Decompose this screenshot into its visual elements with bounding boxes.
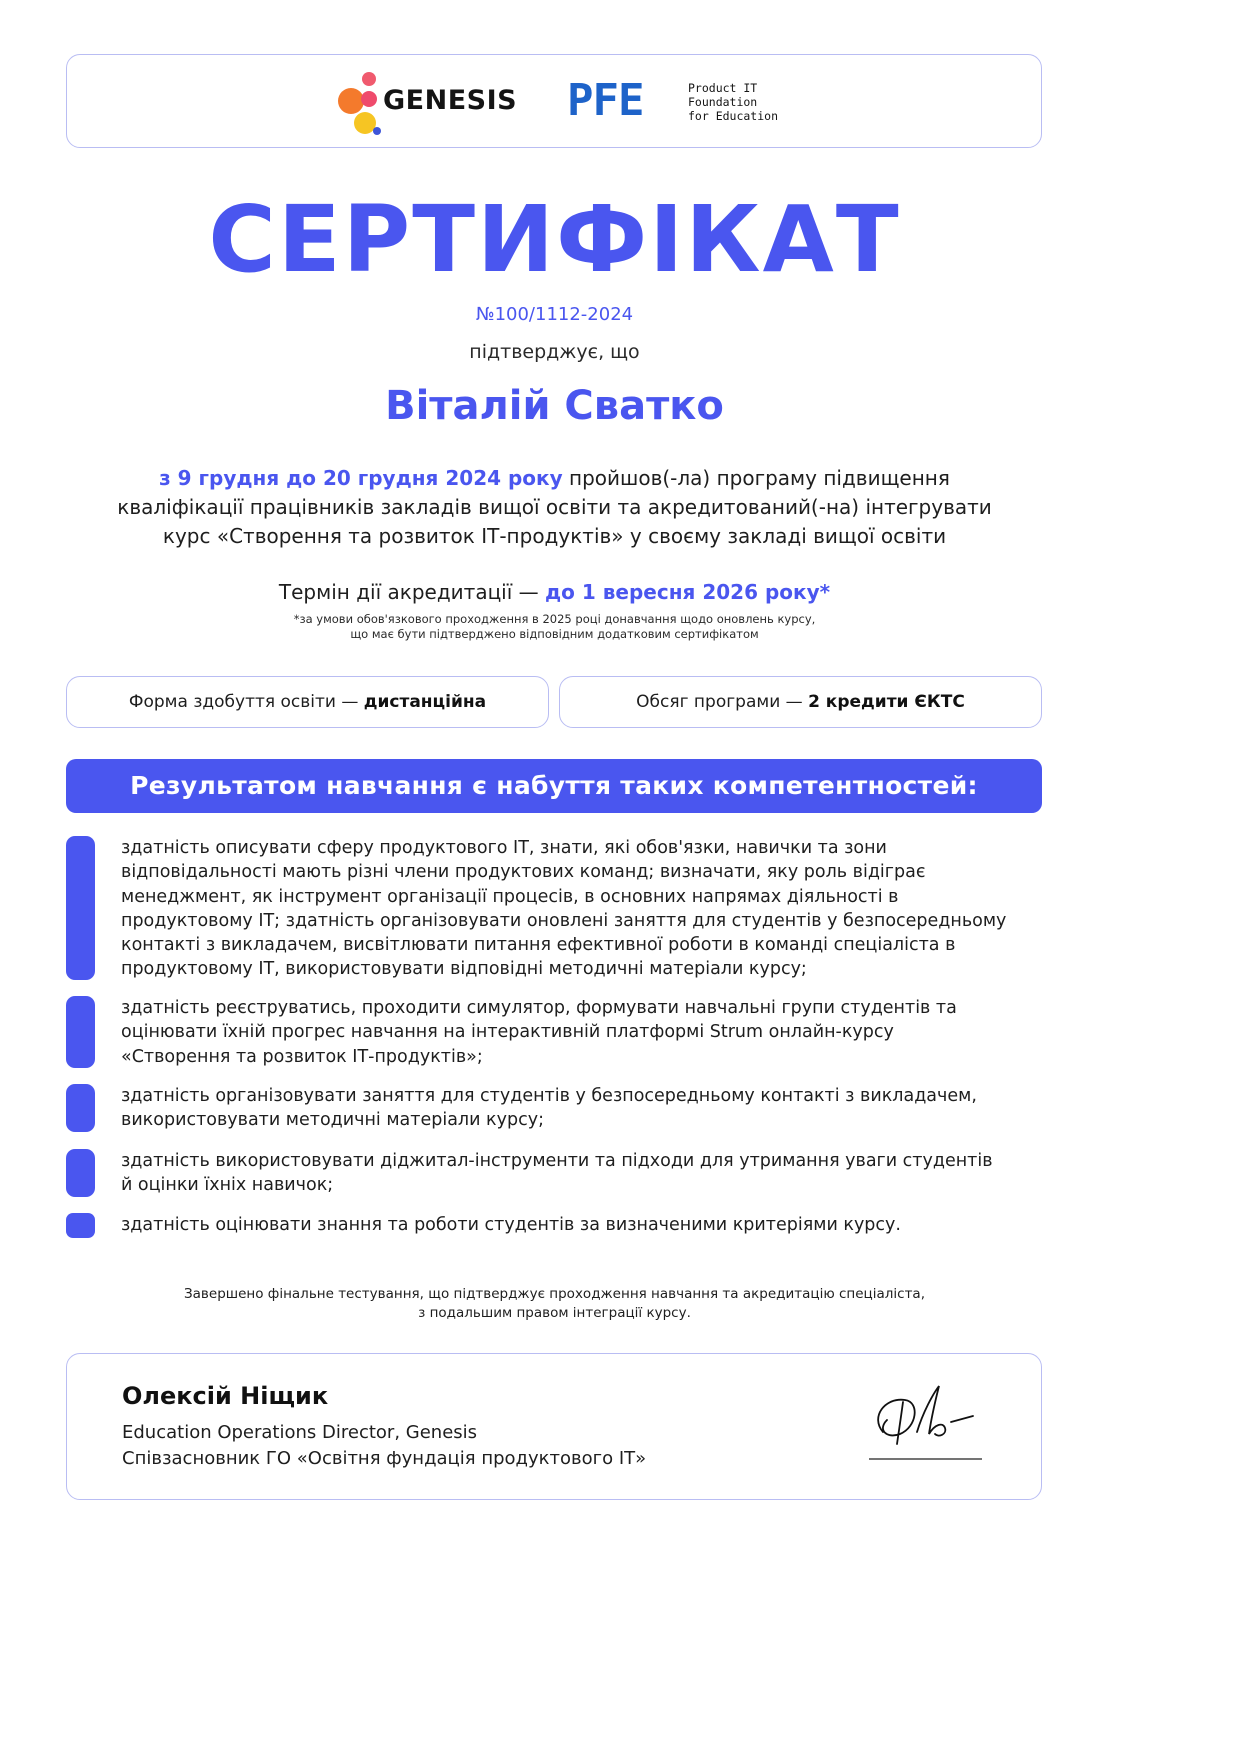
competency-line: здатність організовувати заняття для студентів у безпосередньому контакті з викладачем,	[121, 1086, 977, 1106]
competency-marker	[66, 996, 95, 1068]
competency-line: менеджмент, як інструмент організації процесів, в основних напрямах діяльності в	[121, 886, 899, 907]
completion-note	[120, 1285, 989, 1323]
competency-line: здатність описувати сферу продуктового ІТ, знати, які обов'язки, навички та зони	[121, 838, 887, 858]
education-form-label: Форма здобуття освіти —	[128, 692, 364, 712]
completion-line: з подальшим правом інтеграції курсу.	[418, 1305, 691, 1321]
body-line: курс «Створення та розвиток ІТ-продуктів» у своєму закладі вищої освіти	[162, 524, 947, 548]
competency-line: здатність використовувати діджитал-інструменти та підходи для утримання уваги студентів	[121, 1151, 993, 1171]
completion-line: Завершено фінальне тестування, що підтверджує проходження навчання та акредитацію спеціаліста,	[184, 1286, 925, 1302]
validity-footnote	[180, 612, 929, 642]
pfe-caption-line: Product IT	[688, 81, 758, 95]
competency-item	[66, 1084, 1042, 1132]
competency-line: відповідальності мають різні члени продуктових команд; визначати, яку роль відіграє	[121, 862, 926, 883]
pfe-logo-caption	[688, 81, 778, 123]
competency-item	[66, 996, 1042, 1068]
competency-marker	[66, 836, 95, 980]
certificate-body	[40, 464, 1069, 551]
validity-value: до 1 вересня 2026 року*	[545, 580, 831, 604]
competency-line: продуктовому ІТ; здатність організовувати оновлені заняття для студентів у безпосередньому	[121, 910, 1007, 931]
competency-text	[121, 1213, 1046, 1237]
education-form-value: дистанційна	[363, 692, 487, 712]
validity-label: Термін дії акредитації —	[278, 580, 546, 604]
genesis-logo-text: GENESIS	[383, 85, 518, 116]
competency-text	[121, 1084, 1046, 1133]
competency-marker	[66, 1084, 95, 1132]
signer-title: Education Operations Director, Genesis	[122, 1422, 478, 1443]
competency-line: здатність оцінювати знання та роботи студентів за визначеними критеріями курсу.	[121, 1215, 901, 1235]
competency-text	[121, 836, 1046, 982]
competency-line: контакті з викладачем, висвітлювати питання ефективної роботи в команді спеціаліста в	[121, 935, 956, 956]
competency-text	[121, 1149, 1046, 1198]
accreditation-validity	[0, 580, 1109, 604]
footnote-line: що має бути підтверджено відповідним додатковим сертифікатом	[350, 627, 759, 641]
program-volume-label: Обсяг програми —	[636, 692, 809, 712]
pfe-caption-line: Foundation	[688, 95, 758, 109]
signer-name: Олексій Ніщик	[122, 1382, 329, 1410]
program-volume-box	[559, 676, 1042, 728]
footnote-line: *за умови обов'язкового проходження в 2025 році донавчання щодо оновлень курсу,	[293, 612, 816, 626]
competencies-header: Результатом навчання є набуття таких компетентностей:	[66, 759, 1042, 813]
body-line	[40, 464, 1069, 493]
competency-line: здатність реєструватись, проходити симулятор, формувати навчальні групи студентів та	[121, 998, 957, 1018]
genesis-logo-icon	[335, 69, 385, 139]
competency-line: «Створення та розвиток ІТ-продуктів»;	[121, 1046, 483, 1067]
certificate-number: №100/1112-2024	[475, 304, 634, 325]
handwritten-signature-icon	[865, 1372, 990, 1467]
competency-line: використовувати методичні матеріали курсу;	[121, 1110, 544, 1131]
certificate-title: СЕРТИФІКАТ	[208, 186, 901, 293]
recipient-name: Віталій Сватко	[385, 383, 724, 429]
competency-line: оцінювати їхній прогрес навчання на інтерактивній платформі Strum онлайн-курсу	[121, 1022, 894, 1043]
training-period: з 9 грудня до 20 грудня 2024 року	[159, 466, 563, 490]
competency-item	[66, 1213, 1042, 1238]
competency-line: й оцінки їхніх навичок;	[121, 1175, 334, 1196]
education-form-box	[66, 676, 549, 728]
signer-organization: Співзасновник ГО «Освітня фундація продуктового ІТ»	[122, 1448, 647, 1469]
competency-text	[121, 996, 1046, 1069]
program-volume-value: 2 кредити ЄКТС	[808, 692, 965, 712]
body-line: кваліфікації працівників закладів вищої освіти та акредитований(-на) інтегрувати	[117, 495, 992, 519]
logo-header	[66, 54, 1042, 148]
competency-line: продуктовому ІТ, використовувати відповідні методичні матеріали курсу;	[121, 959, 807, 980]
competency-item	[66, 836, 1042, 980]
pfe-caption-line: for Education	[688, 109, 779, 123]
competency-marker	[66, 1213, 95, 1238]
competency-item	[66, 1149, 1042, 1197]
signature-box	[66, 1353, 1042, 1500]
pfe-logo-mark: PFE	[567, 75, 644, 126]
confirms-text: підтверджує, що	[469, 341, 640, 363]
competency-marker	[66, 1149, 95, 1197]
body-line-rest: пройшов(-ла) програму підвищення	[562, 466, 950, 490]
